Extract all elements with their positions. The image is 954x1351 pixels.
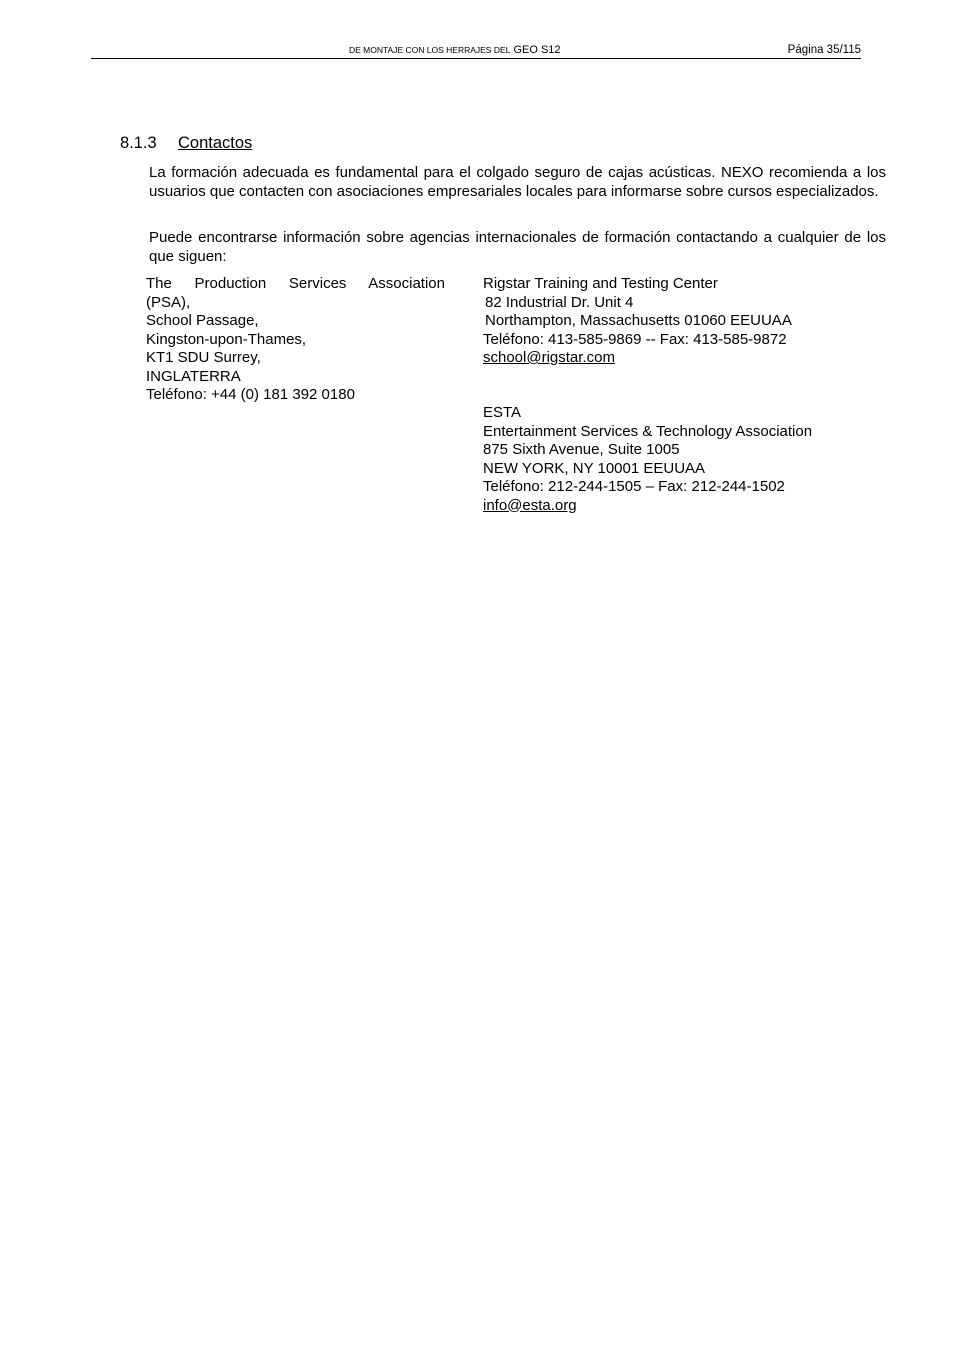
section-heading bbox=[120, 134, 252, 153]
psa-address-3: KT1 SDU Surrey, bbox=[146, 349, 261, 366]
psa-name-cont: (PSA), bbox=[146, 293, 191, 311]
section-number: 8.1.3 bbox=[120, 134, 157, 152]
paragraph-agencies: Puede encontrarse información sobre agencias internacionales de formación contactando a cualquier de los que siguen: bbox=[149, 229, 886, 265]
rigstar-email-link[interactable]: school@rigstar.com bbox=[483, 349, 615, 366]
rigstar-address-1: 82 Industrial Dr. Unit 4 bbox=[485, 293, 634, 311]
contact-esta bbox=[483, 404, 863, 515]
paragraph-training: La formación adecuada es fundamental para el colgado seguro de cajas acústicas. NEXO recomienda a los usuarios que contacten con asociaciones empresariales locales para informarse sobre cursos especializados. bbox=[149, 164, 886, 200]
rigstar-address-2: Northampton, Massachusetts 01060 EEUUAA bbox=[485, 312, 792, 329]
header-title-text: DE MONTAJE CON LOS HERRAJES DEL bbox=[349, 45, 511, 55]
contact-rigstar bbox=[483, 275, 863, 368]
esta-address-2: NEW YORK, NY 10001 EEUUAA bbox=[483, 459, 706, 477]
esta-address-1: 875 Sixth Avenue, Suite 1005 bbox=[483, 441, 680, 458]
contact-psa bbox=[146, 275, 445, 405]
psa-phone: Teléfono: +44 (0) 181 392 0180 bbox=[146, 386, 355, 403]
rigstar-name: Rigstar Training and Testing Center bbox=[483, 275, 718, 292]
psa-country: INGLATERRA bbox=[146, 367, 241, 385]
psa-name: The Production Services Association bbox=[146, 275, 445, 292]
rigstar-phone: Teléfono: 413-585-9869 -- Fax: 413-585-9872 bbox=[483, 330, 787, 348]
header-model-text: GEO S12 bbox=[513, 44, 561, 56]
section-title: Contactos bbox=[178, 134, 253, 152]
page-number: Página 35/115 bbox=[787, 44, 861, 56]
page-header bbox=[91, 44, 861, 59]
esta-email-link[interactable]: info@esta.org bbox=[483, 496, 577, 514]
esta-phone: Teléfono: 212-244-1505 – Fax: 212-244-1502 bbox=[483, 478, 785, 495]
psa-address-2: Kingston-upon-Thames, bbox=[146, 330, 307, 348]
esta-name: Entertainment Services & Technology Association bbox=[483, 422, 813, 440]
header-document-title bbox=[349, 44, 561, 56]
esta-acronym: ESTA bbox=[483, 404, 522, 421]
psa-address-1: School Passage, bbox=[146, 312, 259, 329]
